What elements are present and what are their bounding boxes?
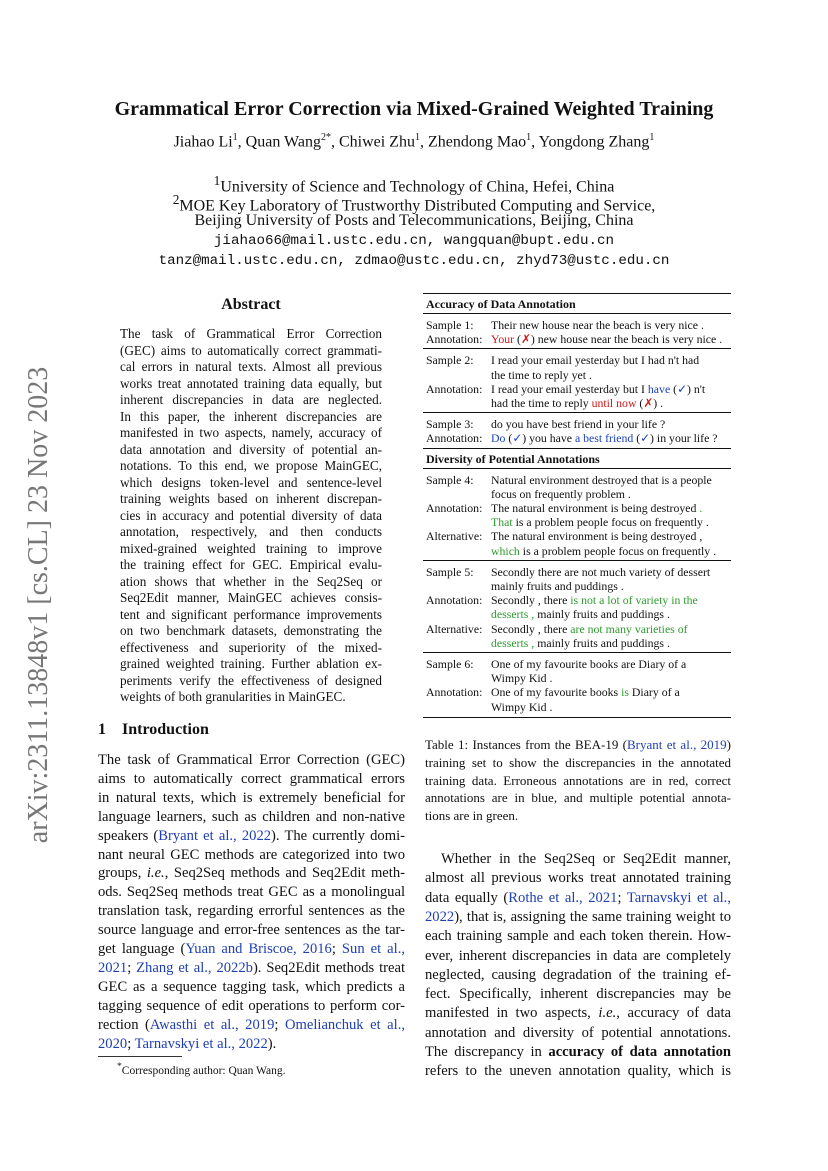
text-line: manifested in two aspects, namely, accuracy of: [120, 425, 382, 440]
text-run: in natural texts, which is extremely beneficial for: [98, 789, 405, 806]
text-run: ✗: [520, 332, 531, 347]
text-line: [425, 790, 731, 806]
affiliation-1: $^1$University of Science and Technology of China, Hefei, China: [213, 173, 615, 196]
text-run: ) in your life ?: [650, 431, 718, 446]
author-name: Quan Wang: [245, 133, 321, 151]
text-line: [98, 960, 405, 977]
text-run: accuracy of data annotation: [548, 1044, 731, 1060]
text-line: the training effect for GEC. Empirical evalu-: [120, 557, 382, 572]
citation-link[interactable]: Omelianchuk et al.,: [284, 1016, 405, 1033]
citation-link[interactable]: Awasthi et al., 2019: [149, 1016, 275, 1033]
citation-link[interactable]: Sun et al.,: [341, 941, 405, 957]
text-line: [425, 1044, 731, 1061]
author-name: Jiahao Li: [173, 133, 233, 151]
text-line: mixed-grained weighted training to improve: [120, 540, 382, 556]
text-run: nant neural GEC methods are categorized into two: [98, 846, 405, 863]
text-run: training set to show the discrepancies in the annotated: [425, 754, 731, 770]
text-run: ✗: [643, 396, 654, 410]
table-cell-text: [491, 473, 712, 488]
text-line: works treat annotated training data equally, but: [120, 375, 382, 391]
text-line: [425, 928, 731, 945]
text-line: [425, 773, 731, 789]
text-line: [98, 903, 405, 920]
text-run: mainly fruits and puddings .: [491, 579, 624, 593]
table-section-title: Diversity of Potential Annotations: [426, 451, 600, 466]
text-line: [98, 941, 405, 958]
author-list: Jiahao Li$^1$, Quan Wang$^{2*}$, Chiwei Zhu$^1$, Zhendong Mao$^1$, Yongdong Zhang$^1$: [173, 132, 655, 151]
text-run: training data. Erroneous annotations are in red, correct: [425, 772, 731, 788]
text-run: annotation and diversity of potential annotations.: [425, 1024, 731, 1041]
text-run: ;: [274, 1016, 285, 1033]
table-rule: [423, 348, 731, 349]
text-run: (: [514, 332, 521, 347]
table-cell-text: [491, 565, 710, 580]
text-run: aims to automatically correct grammatical errors: [98, 770, 405, 787]
table-cell-text: [491, 368, 592, 383]
text-run: almost all previous works treat annotated training: [425, 870, 731, 887]
text-line: training weights based on inherent discrepan-: [120, 491, 382, 506]
table-rule: [423, 468, 731, 469]
table-cell-text: [491, 487, 631, 502]
table-rule: [423, 313, 731, 314]
affiliation-2: $^2$MOE Key Laboratory of Trustworthy Distributed Computing and Service,: [172, 192, 656, 215]
table-cell-text: [491, 700, 552, 715]
citation-link[interactable]: 2022: [425, 908, 455, 925]
text-run: ;: [127, 1035, 135, 1052]
text-run: annotations are in blue, and multiple potential annota-: [425, 790, 731, 806]
text-line: [425, 890, 731, 907]
text-line: tent and significant performance improvements: [120, 606, 382, 622]
text-line: weights of both granularities in MainGEC.: [120, 689, 346, 704]
text-run: , accuracy of data: [616, 1005, 731, 1022]
citation-link[interactable]: Bryant et al., 2019: [627, 737, 727, 752]
text-run: ) n't: [686, 381, 706, 396]
text-line: [98, 979, 405, 996]
text-line: [425, 1063, 731, 1080]
text-run: Secondly , there: [491, 621, 571, 636]
text-line: cal errors in natural texts. Almost all previous: [120, 359, 382, 374]
table-cell-text: [491, 318, 704, 333]
text-line: [425, 870, 731, 887]
text-run: The task of Grammatical Error Correction (GEC): [98, 752, 405, 768]
abstract-heading: Abstract: [221, 296, 281, 313]
text-run: Your: [491, 332, 515, 347]
text-run: groups,: [98, 865, 147, 882]
text-line: [425, 755, 731, 771]
text-line: ation shows that whether in the Seq2Seq or: [120, 573, 382, 589]
table-cell-text: [491, 636, 670, 651]
text-run: Natural environment destroyed that is a people: [491, 472, 712, 487]
text-line: cies in accuracy and potential diversity of data: [120, 507, 382, 523]
text-line: [425, 967, 731, 984]
text-line: The task of Grammatical Error Correction: [120, 326, 382, 341]
text-line: which designs token-level and sentence-level: [120, 474, 382, 490]
author-affiliation-mark: 1: [649, 132, 655, 143]
text-line: Seq2Edit manner, MainGEC achieves consis-: [120, 590, 382, 605]
section-number: 1: [98, 721, 106, 738]
text-run: ). Seq2Edit methods treat: [252, 959, 405, 976]
text-run: Secondly there are not much variety of dessert: [491, 564, 711, 579]
table-cell-text: [491, 396, 663, 411]
table-row-label: Sample 5:: [426, 564, 474, 579]
citation-link[interactable]: Tarnavskyi et al.,: [626, 889, 731, 906]
table-rule: [423, 560, 731, 561]
text-line: annotation, respectively, and then conducts: [120, 524, 382, 539]
table-cell-text: [491, 607, 670, 622]
text-run: neglected, causing degradation of the training ef-: [425, 966, 731, 983]
text-run: speakers (: [98, 827, 159, 844]
text-run: ): [726, 737, 731, 752]
text-line: [425, 808, 731, 824]
email-line-1: jiahao66@mail.ustc.edu.cn, wangquan@bupt.edu.cn: [213, 233, 615, 249]
text-run: i.e.: [598, 1005, 617, 1022]
text-run: mainly fruits and puddings .: [534, 635, 670, 650]
text-run: tions are in green.: [425, 808, 519, 824]
text-line: on two benchmark datasets, demonstrating the: [120, 623, 382, 638]
text-run: fect. Specifically, inherent discrepancies may be: [425, 986, 731, 1003]
text-run: get language (: [98, 941, 186, 957]
table-cell-text: [491, 501, 702, 516]
text-run: The natural environment is being destroyed ,: [491, 529, 703, 544]
text-run: tagging sequence of edit operations to perform cor-: [98, 997, 405, 1014]
text-line: [425, 909, 731, 926]
table-row-label: Sample 4:: [426, 472, 474, 487]
table-cell-text: [491, 353, 699, 368]
arxiv-identifier: arXiv:2311.13848v1 [cs.CL] 23 Nov 2023: [23, 366, 54, 844]
text-run: ;: [331, 941, 342, 957]
affiliation-2-continued: Beijing University of Posts and Telecommunications, Beijing, China: [194, 212, 634, 229]
section-heading-introduction: [98, 721, 209, 739]
table-row-label: Annotation:: [426, 332, 483, 347]
text-run: The natural environment is being destroyed: [491, 501, 700, 515]
author-name: Yongdong Zhang: [538, 133, 650, 151]
text-run: Their new house near the beach is very nice .: [491, 318, 704, 332]
table-row-label: Annotation:: [426, 431, 483, 446]
text-line: [425, 737, 731, 753]
text-run: mainly fruits and puddings .: [534, 607, 670, 622]
text-run: GEC as a sequence tagging task, which predicts a: [98, 978, 405, 995]
citation-link[interactable]: 2021: [98, 959, 128, 976]
text-line: [425, 1005, 731, 1022]
table-row-label: Annotation:: [426, 501, 483, 515]
text-line: [98, 809, 405, 826]
text-line: effectiveness and superiority of the mixed-: [120, 639, 382, 655]
text-run: translation task, regarding errorful sentences as the: [98, 903, 405, 920]
text-run: ) new house near the beach is very nice .: [530, 332, 723, 347]
table-cell-text: [491, 529, 702, 544]
text-run: is a problem people focus on frequently .: [519, 543, 717, 558]
text-line: [425, 1025, 731, 1042]
table-cell-text: [491, 671, 552, 686]
text-run: ) .: [653, 396, 664, 410]
text-run: Secondly , there: [491, 593, 571, 608]
text-run: Whether in the Seq2Seq or Seq2Edit manner,: [441, 851, 731, 867]
citation-link[interactable]: Yuan and Briscoe, 2016: [185, 941, 332, 957]
text-run: (: [670, 381, 678, 396]
author-name: Chiwei Zhu: [338, 133, 415, 151]
text-line: [98, 998, 405, 1015]
text-run: One of my favourite books: [491, 685, 622, 700]
table-cell-text: [491, 515, 709, 530]
text-run: do you have best friend in your life ?: [491, 417, 666, 432]
paper-title: Grammatical Error Correction via Mixed-Grained Weighted Training: [114, 98, 714, 120]
text-run: Do: [491, 431, 506, 446]
text-line: [98, 771, 405, 788]
text-run: desserts ,: [491, 607, 535, 622]
text-run: Wimpy Kid .: [491, 699, 553, 714]
text-run: is: [621, 685, 629, 700]
text-line: [98, 865, 405, 882]
text-line: [425, 948, 731, 965]
author-affiliation-mark: 1: [232, 132, 238, 143]
section-title: Introduction: [122, 721, 209, 738]
text-line: [98, 790, 405, 807]
table-cell-text: [491, 657, 686, 672]
text-run: ;: [617, 889, 627, 906]
footnote: *Corresponding author: Quan Wang.: [117, 1061, 286, 1077]
text-run: .: [699, 501, 703, 515]
table-row-label: Alternative:: [426, 529, 483, 544]
text-line: periments verify the effectiveness of designed: [120, 672, 382, 688]
citation-link[interactable]: 2020: [98, 1035, 128, 1052]
text-run: ✓: [640, 431, 651, 446]
text-run: language learners, such as children and non-native: [98, 808, 405, 825]
text-run: I read your email yesterday but I had n't had: [491, 353, 700, 368]
text-run: focus on frequently problem .: [491, 486, 631, 501]
text-run: are not many varieties of: [570, 621, 688, 636]
table-row-label: Sample 1:: [426, 318, 474, 332]
table-row-label: Annotation:: [426, 685, 483, 700]
table-row-label: Sample 2:: [426, 353, 474, 368]
text-run: each training sample and each token therein. How-: [425, 928, 731, 945]
table-cell-text: [491, 417, 665, 432]
text-run: refers to the uneven annotation quality, which is: [425, 1063, 731, 1080]
text-run: ).: [267, 1035, 277, 1052]
author-affiliation-mark: 1: [526, 132, 532, 143]
text-run: ;: [127, 959, 137, 976]
table-cell-text: [491, 593, 698, 608]
text-run: (: [505, 431, 513, 446]
text-run: , Seq2Seq methods and Seq2Edit meth-: [164, 865, 405, 882]
table-section-title: Accuracy of Data Annotation: [426, 297, 576, 311]
text-run: had the time to reply: [491, 396, 592, 410]
text-line: inherent discrepancies in data are neglected.: [120, 392, 382, 407]
text-run: is not a lot of variety in the: [570, 593, 698, 608]
author-name: Zhendong Mao: [427, 133, 527, 151]
citation-link[interactable]: Rothe et al., 2021: [508, 889, 618, 906]
text-run: Diary of a: [628, 685, 680, 700]
text-line: [98, 1036, 405, 1053]
citation-link[interactable]: Zhang et al., 2022b: [136, 959, 253, 976]
text-run: (: [636, 396, 644, 410]
text-line: (GEC) aims to automatically correct grammati-: [120, 342, 382, 358]
text-line: [98, 1017, 405, 1034]
text-line: [425, 851, 731, 868]
text-run: i.e.: [146, 865, 165, 882]
text-run: manifested in two aspects,: [425, 1005, 599, 1022]
table-row-label: Sample 6:: [426, 657, 474, 671]
text-run: source language and error-free sentences as the tar-: [98, 922, 405, 939]
table-cell-text: [491, 685, 680, 700]
table-cell-text: [491, 544, 716, 559]
text-line: [98, 922, 405, 939]
text-run: desserts ,: [491, 635, 535, 650]
text-run: have: [647, 381, 671, 396]
table-rule: [423, 717, 731, 718]
text-run: One of my favourite books are Diary of a: [491, 657, 687, 671]
footnote-rule: [98, 1056, 182, 1057]
author-affiliation-mark: 1: [414, 132, 420, 143]
text-run: Wimpy Kid .: [491, 671, 553, 686]
table-cell-text: [491, 431, 718, 446]
text-run: until now: [591, 396, 637, 410]
table-rule: [423, 448, 731, 449]
text-line: [98, 847, 405, 864]
table-row-label: Annotation:: [426, 593, 483, 608]
text-run: data equally (: [425, 889, 509, 906]
text-run: ✓: [512, 431, 523, 446]
text-run: The discrepancy in: [425, 1044, 549, 1060]
table-row-label: Annotation:: [426, 381, 483, 396]
text-run: a best friend: [574, 431, 634, 446]
text-run: is a problem people focus on frequently .: [512, 515, 709, 530]
text-line: In this paper, the inherent discrepancies are: [120, 408, 382, 424]
text-line: notations. To this end, we propose MainGEC,: [120, 458, 382, 473]
text-run: I read your email yesterday but I: [491, 381, 648, 396]
table-cell-text: [491, 622, 688, 637]
citation-link[interactable]: Bryant et al., 2022: [158, 827, 272, 844]
text-line: [98, 884, 405, 901]
email-line-2: tanz@mail.ustc.edu.cn, zdmao@ustc.edu.cn, zhyd73@ustc.edu.cn: [158, 253, 670, 269]
text-run: the time to reply yet .: [491, 367, 592, 382]
text-run: ), that is, assigning the same training weight to: [454, 908, 731, 925]
text-run: which: [491, 543, 520, 558]
text-line: data annotation and diversity of potential an-: [120, 441, 382, 457]
text-line: grained weighted training. Further ablation ex-: [120, 656, 382, 671]
text-line: [425, 986, 731, 1003]
text-run: That: [491, 515, 513, 530]
table-rule: [423, 652, 731, 653]
table-row-label: Alternative:: [426, 621, 483, 636]
text-run: ). The currently domi-: [271, 827, 405, 844]
table-row-label: Sample 3:: [426, 417, 474, 432]
table-rule: [423, 412, 731, 413]
text-line: [98, 828, 405, 845]
table-rule: [423, 293, 731, 294]
table-cell-text: [491, 579, 624, 594]
text-run: (: [633, 431, 641, 446]
author-affiliation-mark: 2*: [320, 132, 331, 143]
text-run: ever, inherent discrepancies in data are completely: [425, 947, 731, 964]
text-run: ods. Seq2Seq methods treat GEC as a monolingual: [98, 884, 405, 901]
citation-link[interactable]: Tarnavskyi et al., 2022: [134, 1035, 268, 1052]
text-run: rection (: [98, 1016, 150, 1033]
text-run: Table 1: Instances from the BEA-19 (: [425, 737, 627, 752]
text-line: [98, 752, 405, 769]
table-cell-text: [491, 382, 705, 397]
text-run: ) you have: [522, 431, 575, 446]
table-cell-text: [491, 332, 722, 347]
text-run: ✓: [677, 381, 687, 396]
